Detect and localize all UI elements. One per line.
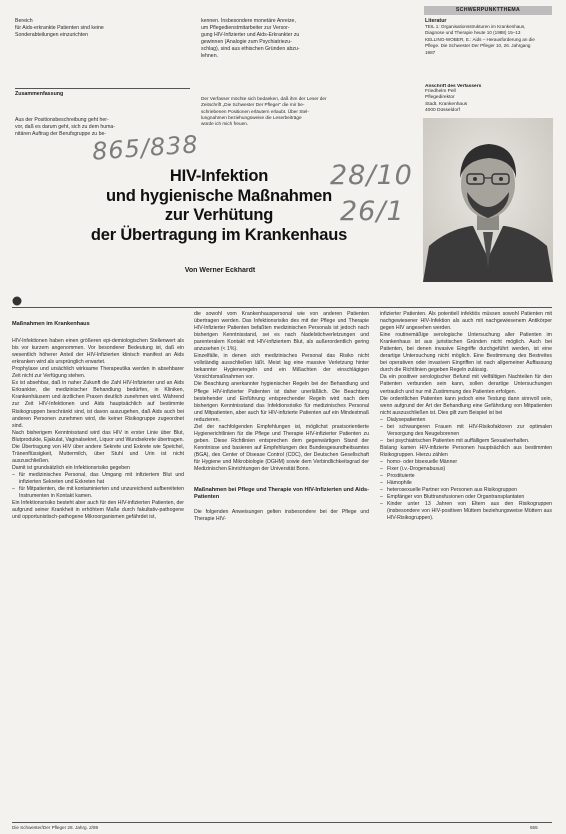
page-number: 655 xyxy=(530,825,538,830)
footer-journal: Die Schwester/Der Pfleger 28. Jahrg. 2/89 xyxy=(12,825,99,830)
col1-heading: Maßnahmen im Krankenhaus xyxy=(12,321,90,327)
article-author: Von Werner Eckhardt xyxy=(184,267,256,274)
address-heading: Anschrift des Verfassers xyxy=(425,84,482,89)
intro-mid-line-5: lehnen. xyxy=(201,53,219,60)
intro-left-line-2: Sonderabteilungen einzurichten xyxy=(15,32,88,39)
portrait-image xyxy=(423,118,553,282)
title-line-3: der Übertragung im Krankenhaus xyxy=(90,225,348,244)
section-tab xyxy=(424,6,552,15)
summary-line-0: Aus der Positionsbeschreibung geht her- xyxy=(15,117,109,123)
col1-risk-list xyxy=(12,472,184,500)
intro-note-line-2: schriebenen Positionen erläutern erlaubt. Über Stel- xyxy=(201,108,309,114)
col2-paragraph-4: Ziel der nachfolgenden Empfehlungen ist, möglichst praxisorientierte Hygienerichtlinien für die Pflege und Therapie HIV-infizierter Patienten zu geben. Diese Richtlinien entsprechen dem gegenwärtigen Stand der Kenntnisse und basieren auf Empfehlungen des Bundesgesundheitsamtes (BGA), des Center of Disease Control (CDC), der Deutschen Gesellschaft für Hygiene und Mikrobiologie (DGHM) sowie dem Verbindlichkeitsgrad der Medizinischen Einrichtungen der Universität Bonn. xyxy=(194,423,369,473)
intro-left-line-0: Bereich xyxy=(15,18,33,24)
list-item: – Kinder unter 13 Jahren von Eltern aus den Risikogruppen (insbesondere von HIV-positiven Müttern beziehungsweise Müttern aus HIV-Risikogruppen). xyxy=(380,501,552,522)
list-item: – Prostituierte xyxy=(380,473,552,480)
literature-line-2: KELLING-WOBER, E.: Aids – Herausforderung an die xyxy=(425,36,535,42)
page-marker-icon xyxy=(12,296,22,306)
article-title xyxy=(24,167,414,245)
body-top-rule xyxy=(12,307,552,308)
summary-line-2: nitären Auftrag der Berufsgruppe zu be- xyxy=(15,131,107,138)
list-item: – für Mitpatienten, die mit kontaminierten und unzureichend aufbereiteten Instrumenten in Kontakt kamen. xyxy=(12,486,184,500)
col2-paragraph-1: die sowohl vom Krankenhauspersonal wie von anderen Patienten übertragen werden. Das Infektionsrisiko des mit der Pflege und Therapie HIV-Infizierter Patienten befaßten medizinischen Personals ist jedoch nach bisherigen Kenntnisstand, sei es nach Nadelstichverletzungen und parenteralem Kontakt mit HIV-infiziertem Blut, als außerordentlich gering anzusehen (< 1%). xyxy=(194,311,369,353)
address-line-3: 4000 Düsseldorf xyxy=(425,108,460,114)
literature-line-0: TEIL 1: Organisationsstrukturen im Krankenhaus, xyxy=(425,24,526,29)
literature-line-3: Pflege. Die Schwester Der Pfleger 10, 26. Jahrgang xyxy=(425,43,531,49)
title-line-1: und hygienische Maßnahmen xyxy=(105,186,333,205)
list-item: – bei schwangeren Frauen mit HIV-Risikofaktoren zur optimalen Versorgung des Neugeborenen xyxy=(380,424,552,438)
address-line-0: Friedhelm Pell xyxy=(425,89,456,94)
intro-note-line-4: würde ich mich freuen. xyxy=(201,121,249,127)
footer-rule xyxy=(12,822,552,823)
author-photo xyxy=(423,118,553,282)
intro-note-line-1: Zeitschrift „Die Schwester Der Pfleger“ die mir be- xyxy=(201,102,305,108)
title-line-0: HIV-Infektion xyxy=(169,167,269,185)
col3-paragraph-3: Da ein positiver serologischer Befund mit vielfältigen Nachteilen für den Patienten verbunden sein kann, sollen derartige Untersuchungen vertraulich und nur mit Zustimmung des Patienten erfolgen. xyxy=(380,374,552,395)
col1-paragraph-6: Ein Infektionsrisiko besteht aber auch für den HIV-infizierten Patienten, der aufgrund seiner Krankheit in erhöhtem Maße durch fakultativ-pathogene und opportunistisch-pathogene Mikroorganismen gefährdet ist, xyxy=(12,500,184,521)
summary-line-1: vor, daß es darum geht, sich zu dem huma- xyxy=(15,124,116,131)
intro-mid-line-0: kennen. Insbesondere monetäre Anreize, xyxy=(201,18,296,24)
intro-note-line-0: Der Verfasser möchte sich bedanken, daß ihm der Leser der xyxy=(201,96,327,101)
list-item: – Fixer (i.v.-Drogenabusus) xyxy=(380,466,552,473)
intro-left xyxy=(15,18,190,39)
address-line-2: Stadt. Krankenhaus xyxy=(425,101,468,107)
list-item: – heterosexuelle Partner von Personen aus Risikogruppen xyxy=(380,487,552,494)
handwritten-mark-right-top: 28/10 xyxy=(330,160,413,191)
col2-subheading: Maßnahmen bei Pflege und Therapie von HIV-Infizierten und Aids-Patienten xyxy=(194,487,369,501)
col1-paragraph-5: Damit ist grundsätzlich ein Infektionsrisiko gegeben xyxy=(12,464,130,471)
intro-mid-line-4: schlag), sind aus ethischen Gründen abzu- xyxy=(201,46,300,53)
address-line-1: Pflegedirektor xyxy=(425,95,455,101)
body-column-1 xyxy=(12,321,184,821)
col3-paragraph-1: infizierter Patienten. Als potentiell infektiös müssen sowohl Patienten mit nachgewiesener HIV-Infektion als auch mit nachgewiesenem Antikörper gegen HIV angesehen werden. xyxy=(380,311,552,332)
col1-paragraph-1: HIV-Infektionen haben einen größeren epi-demiologischen Stellenwert als bis vor kurzem angenommen. Vor besonderer Bedeutung ist, daß ein wesentlich höherer Anteil der HIV-Infizierten klinisch manifest an Aids erkranken wird als ursprünglich erwartet. xyxy=(12,338,184,366)
intro-mid-line-2: gung HIV-Infizierter und Aids-Erkrankter zu xyxy=(201,32,300,39)
col2-paragraph-5: Die folgenden Anweisungen gelten insbesondere bei der Pflege und Therapie HIV- xyxy=(194,509,369,523)
list-item: – Hämophile xyxy=(380,480,552,487)
col3-testing-list xyxy=(380,417,552,445)
intro-left-line-1: für Aids-erkrankte Patienten sind keine xyxy=(15,25,104,32)
author-address xyxy=(425,84,553,115)
col3-paragraph-2: Eine routinemäßige serologische Untersuchung aller Patienten im Krankenhaus ist aus juristischen Gründen nicht möglich. Auch bei Patienten, bei denen invasive Eingriffe durchgeführt werden, ist eine derartige Untersuchung nicht möglich. Eine Bestimmung des Bestreites bei operativen oder invasiven Eingriffen ist nach allgemeiner Auffassung durch die Richtlinien gegeben Regeln zulässig. xyxy=(380,332,552,374)
literature-line-4: 1987 xyxy=(425,49,436,55)
intro-note xyxy=(201,96,374,127)
col3-paragraph-4: Die ordentlichen Patienten kann jedoch eine Testung dann sinnvoll sein, wenn aufgrund der Art der Behandlung eine Gefährdung von Mitpatienten nicht auszuschließen ist. Dies gilt zum Beispiel ist bei xyxy=(380,395,552,416)
handwritten-mark-left: 865/838 xyxy=(91,130,200,166)
handwritten-mark-right-bottom: 26/1 xyxy=(340,196,405,227)
divider xyxy=(15,88,190,89)
col2-paragraph-3: Die Beachtung anerkannter hygienischer Regeln bei der Behandlung und Pflege HIV-infizierter Patienten ist daher unerläßlich. Die Beachtung bestehender und Einführung entsprechender Regeln wird nach dem bisherigen Kenntnisstand das Infektionsrisiko für medizinisches Personal und Mitpatienten, aber auch für HIV-infizierte Patienten auf ein Mindestmaß reduzieren. xyxy=(194,381,369,423)
literature xyxy=(425,18,553,56)
body-column-3 xyxy=(380,311,552,821)
body-column-2 xyxy=(194,311,369,821)
col3-paragraph-5: Bislang kamen HIV-infizierte Personen hauptsächlich aus bestimmten Risikogruppen. Hierzu zählen xyxy=(380,444,552,458)
list-item: – Dialysepatienten xyxy=(380,417,552,424)
title-line-2: zur Verhütung xyxy=(164,206,274,224)
col3-risk-group-list xyxy=(380,459,552,522)
col1-paragraph-4: Nach bisherigem Kenntnisstand wird das HIV in erster Linie über Blut, Blutprodukte, Ejakulat, Vaginalsekret, Liquor und Wundsekrete übertragen. Die Übertragung von HIV über andere Sekrete und Exkrete wie Speichel, Tränenflüssigkeit, Muttermilch, über Stuhl und Urin ist nicht auszuschließen. xyxy=(12,429,184,464)
summary-heading: Zusammenfassung xyxy=(15,91,64,97)
col2-paragraph-2: Einzelfälle, in denen sich medizinisches Personal das Risiko nicht vollständig ausschließen läßt. Meist lag eine massive Verletzung hinter bekannter Hygieneregeln und ein Mißachten der einschlägigen Vorsichtsmaßnahmen vor. xyxy=(194,353,369,381)
literature-line-1: Diagnose und Therapie heute 10 (1988) 15–13 xyxy=(425,30,521,36)
literature-heading: Literatur xyxy=(425,18,447,24)
col1-paragraph-3: Es ist absehbar, daß in naher Zukunft die Zahl HIV-Infizierter und an Aids Erkrankter, die medizinischer Behandlung bedürfen, in Kliniken, Krankenhäusern und ärztlichen Praxen deutlich zunehmen wird. Während zur Zeit HIV-Infektionen und Aids hauptsächlich auf bestimmte Risikogruppen beschränkt sind, ist davon auszugehen, daß Aids auch bei anderen Personen zunehmen wird, die keiner Risikogruppe zugeordnet sind. xyxy=(12,380,184,429)
list-item: – homo- oder bisexuelle Männer xyxy=(380,459,552,466)
intro-note-line-3: lungnahmen beziehungsweise die Leserbeiträge xyxy=(201,114,302,120)
list-item: – Empfänger von Bluttransfusionen oder Organtransplantaten xyxy=(380,494,552,501)
col1-paragraph-2: Prophylaxe und ursächlich wirksame Therapeutika werden in absehbarer Zeit nicht zur Verfügung stehen. xyxy=(12,366,184,380)
intro-mid-line-1: um Pflegedienstmitarbeiter zur Versor- xyxy=(201,25,290,32)
intro-mid-line-3: gewinnen (Analogie zum Psychiatriezu- xyxy=(201,39,292,46)
list-item: – für medizinisches Personal, das Umgang mit infiziertem Blut und infizierten Sekreten und Exkreten hat xyxy=(12,472,184,486)
intro-middle xyxy=(201,18,374,60)
section-tab-label: SCHWERPUNKTTHEMA xyxy=(455,7,521,13)
list-item: – bei psychiatrischen Patienten mit auffälligem Sexualverhalten. xyxy=(380,438,552,445)
